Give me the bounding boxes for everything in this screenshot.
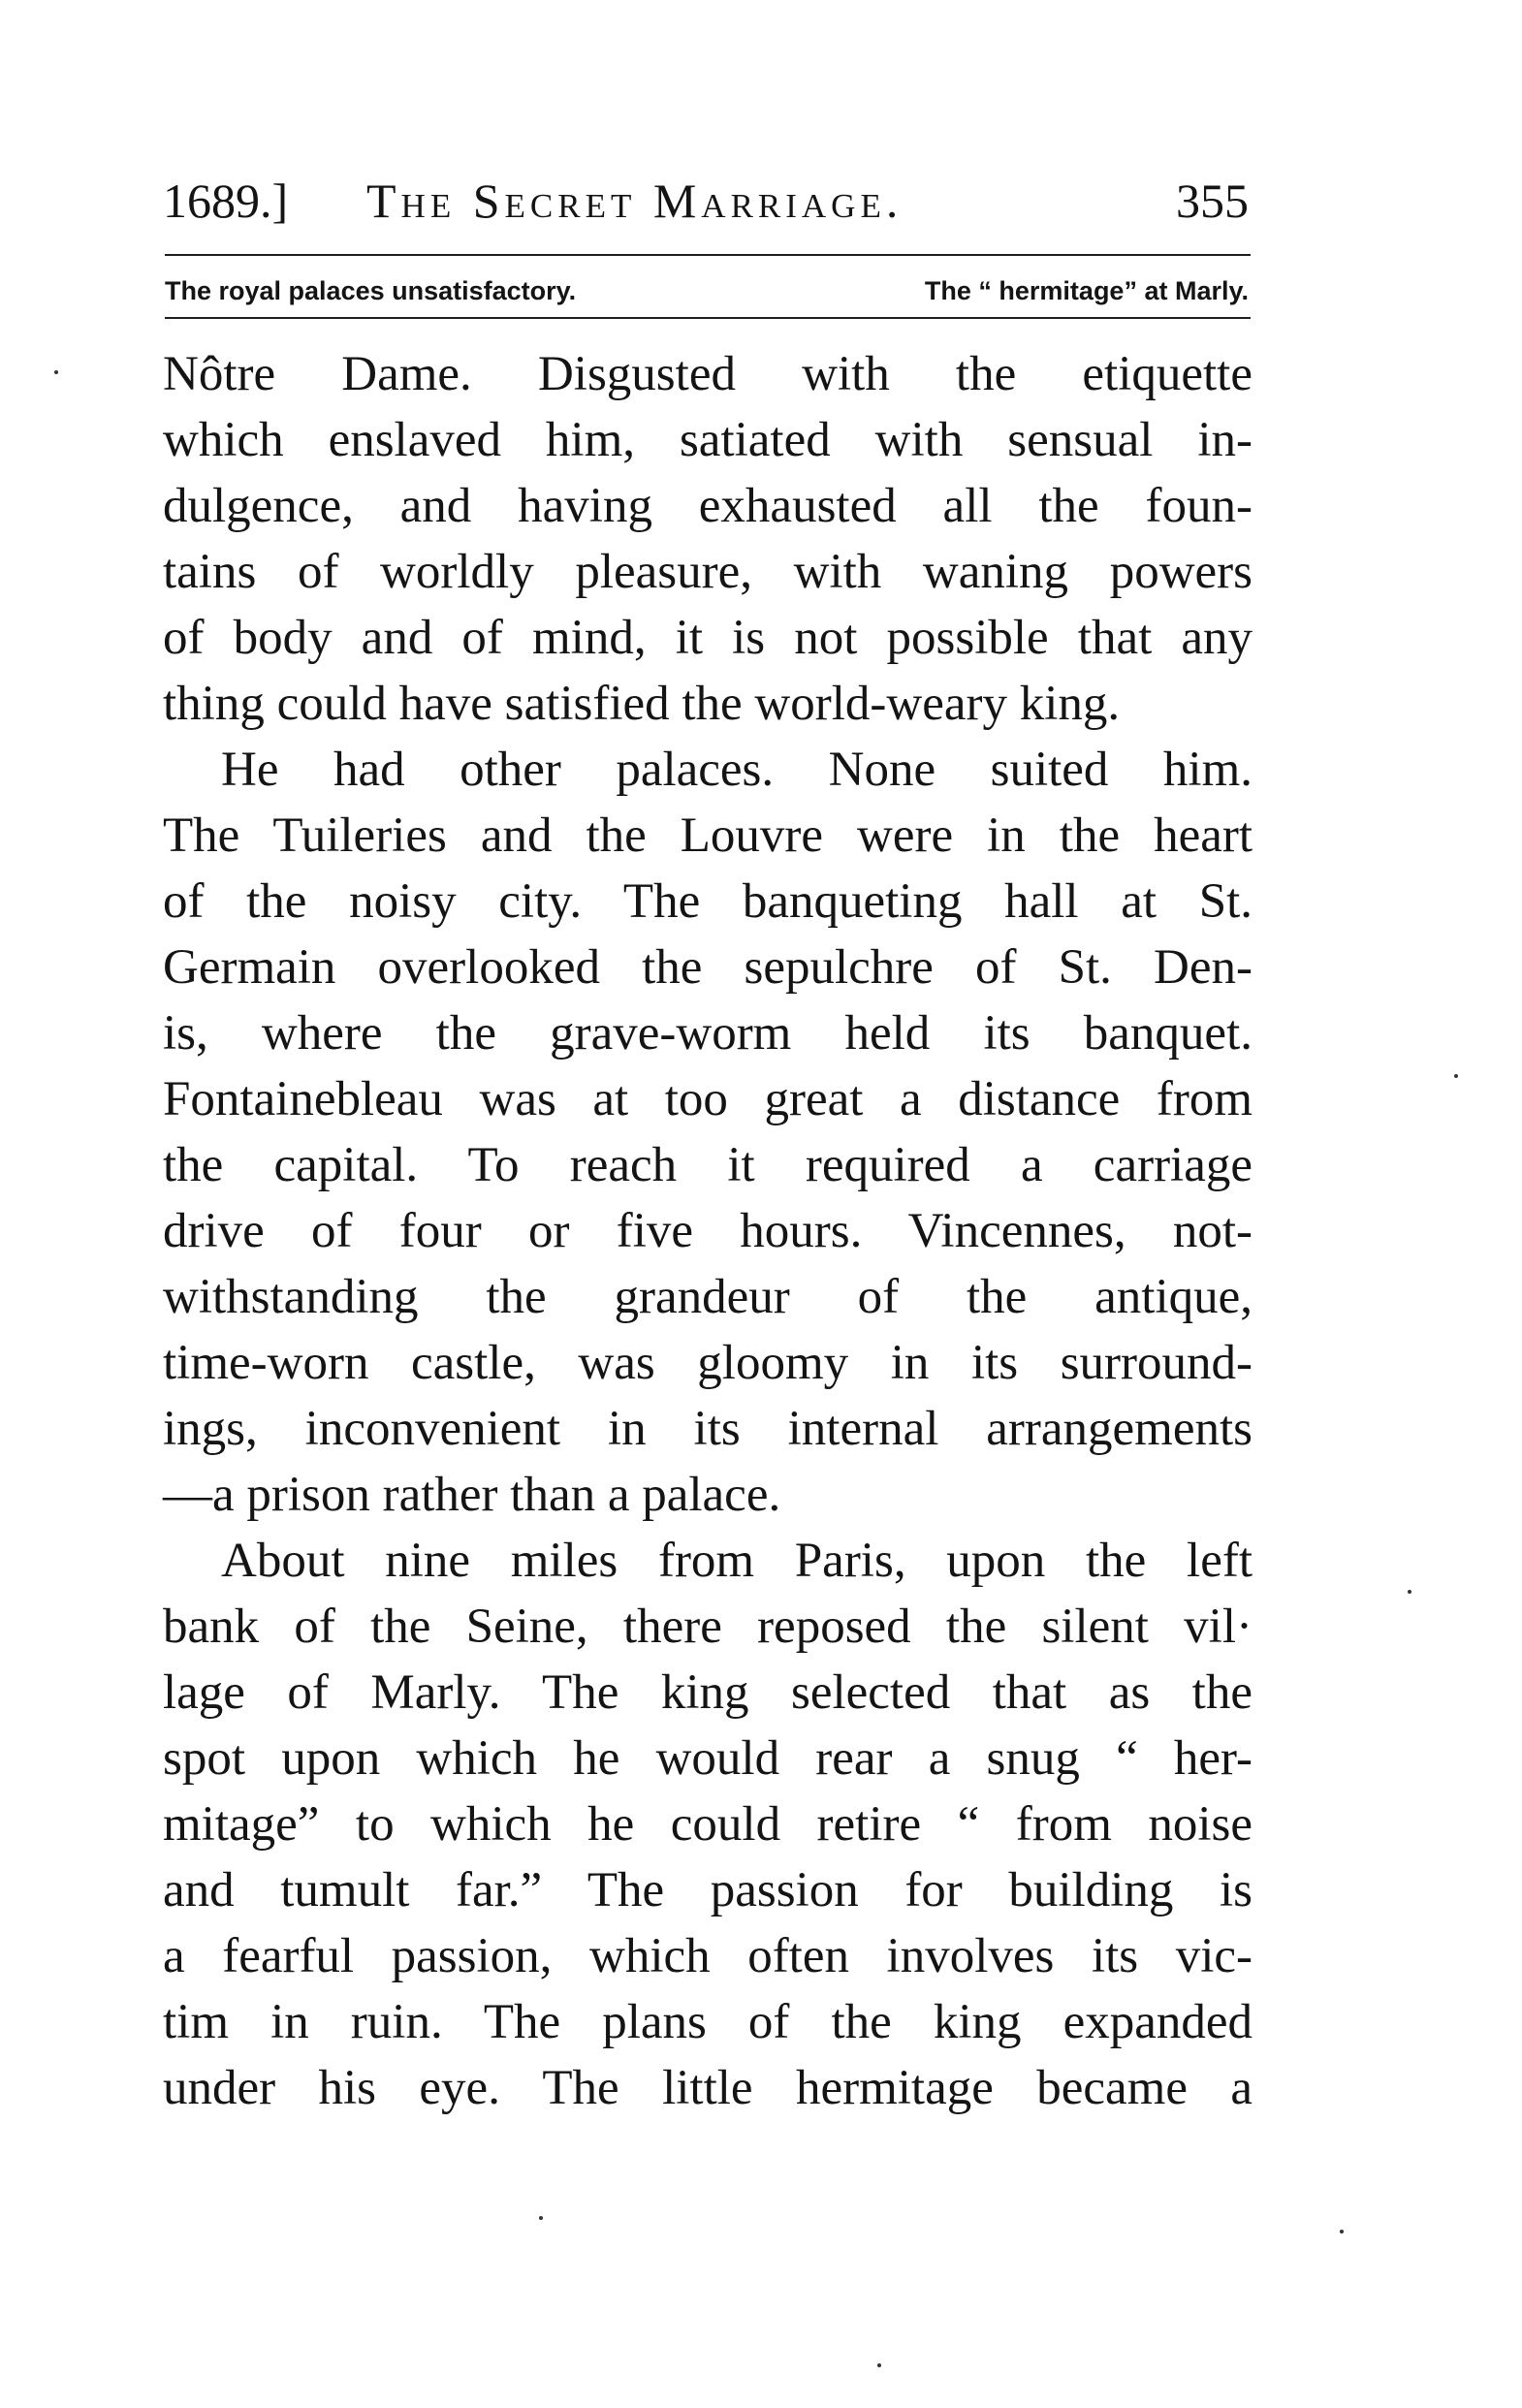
text-line: under his eye. The little hermitage became a [163, 2061, 1252, 2115]
subheader-right: The “ hermitage” at Marly. [924, 276, 1249, 305]
text-line: Nôtre Dame. Disgusted with the etiquette [163, 347, 1252, 401]
scan-speck [1340, 2230, 1344, 2234]
text-line: is, where the grave-worm held its banquet. [163, 1006, 1252, 1061]
running-header [163, 167, 1251, 235]
scan-speck [1454, 1074, 1458, 1078]
text-line: lage of Marly. The king selected that as the [163, 1665, 1252, 1720]
text-line: dulgence, and having exhausted all the foun- [163, 479, 1252, 533]
marginal-subheader [165, 269, 1251, 312]
text-line: of the noisy city. The banqueting hall at St. [163, 874, 1252, 929]
scan-speck [54, 370, 58, 374]
text-line: which enslaved him, satiated with sensual in- [163, 413, 1252, 467]
text-line: The Tuileries and the Louvre were in the heart [163, 808, 1252, 863]
text-line: the capital. To reach it required a carriage [163, 1138, 1252, 1192]
text-line: He had other palaces. None suited him. [221, 743, 1252, 797]
text-line: ings, inconvenient in its internal arrangements [163, 1402, 1252, 1456]
text-line: withstanding the grandeur of the antique, [163, 1270, 1252, 1324]
text-line: of body and of mind, it is not possible that any [163, 611, 1252, 665]
text-line: bank of the Seine, there reposed the silent vil· [163, 1600, 1252, 1654]
text-line: thing could have satisfied the world-weary king. [163, 677, 1121, 731]
text-line: —a prison rather than a palace. [163, 1468, 781, 1522]
header-title: The Secret Marriage. [366, 174, 904, 228]
scan-speck [539, 2216, 543, 2220]
text-line: time-worn castle, was gloomy in its surround- [163, 1336, 1252, 1390]
header-rule-bottom [165, 317, 1251, 319]
text-line: tim in ruin. The plans of the king expanded [163, 1995, 1252, 2049]
scan-speck [877, 2363, 881, 2367]
scan-speck [1408, 1590, 1411, 1594]
text-line: mitage” to which he could retire “ from noise [163, 1797, 1252, 1852]
text-line: drive of four or five hours. Vincennes, not- [163, 1204, 1252, 1258]
body-text [163, 341, 1252, 2121]
text-line: About nine miles from Paris, upon the left [221, 1534, 1252, 1588]
text-line: tains of worldly pleasure, with waning powers [163, 545, 1252, 599]
subheader-left: The royal palaces unsatisfactory. [165, 276, 577, 305]
text-line: spot upon which he would rear a snug “ her- [163, 1731, 1252, 1786]
page-number: 355 [1176, 174, 1249, 228]
text-line: Fontainebleau was at too great a distance from [163, 1072, 1252, 1126]
header-rule-top [165, 254, 1251, 256]
header-year: 1689.] [163, 174, 289, 228]
text-line: a fearful passion, which often involves its vic- [163, 1929, 1252, 1983]
text-line: Germain overlooked the sepulchre of St. Den- [163, 940, 1252, 995]
text-line: and tumult far.” The passion for building is [163, 1863, 1252, 1917]
